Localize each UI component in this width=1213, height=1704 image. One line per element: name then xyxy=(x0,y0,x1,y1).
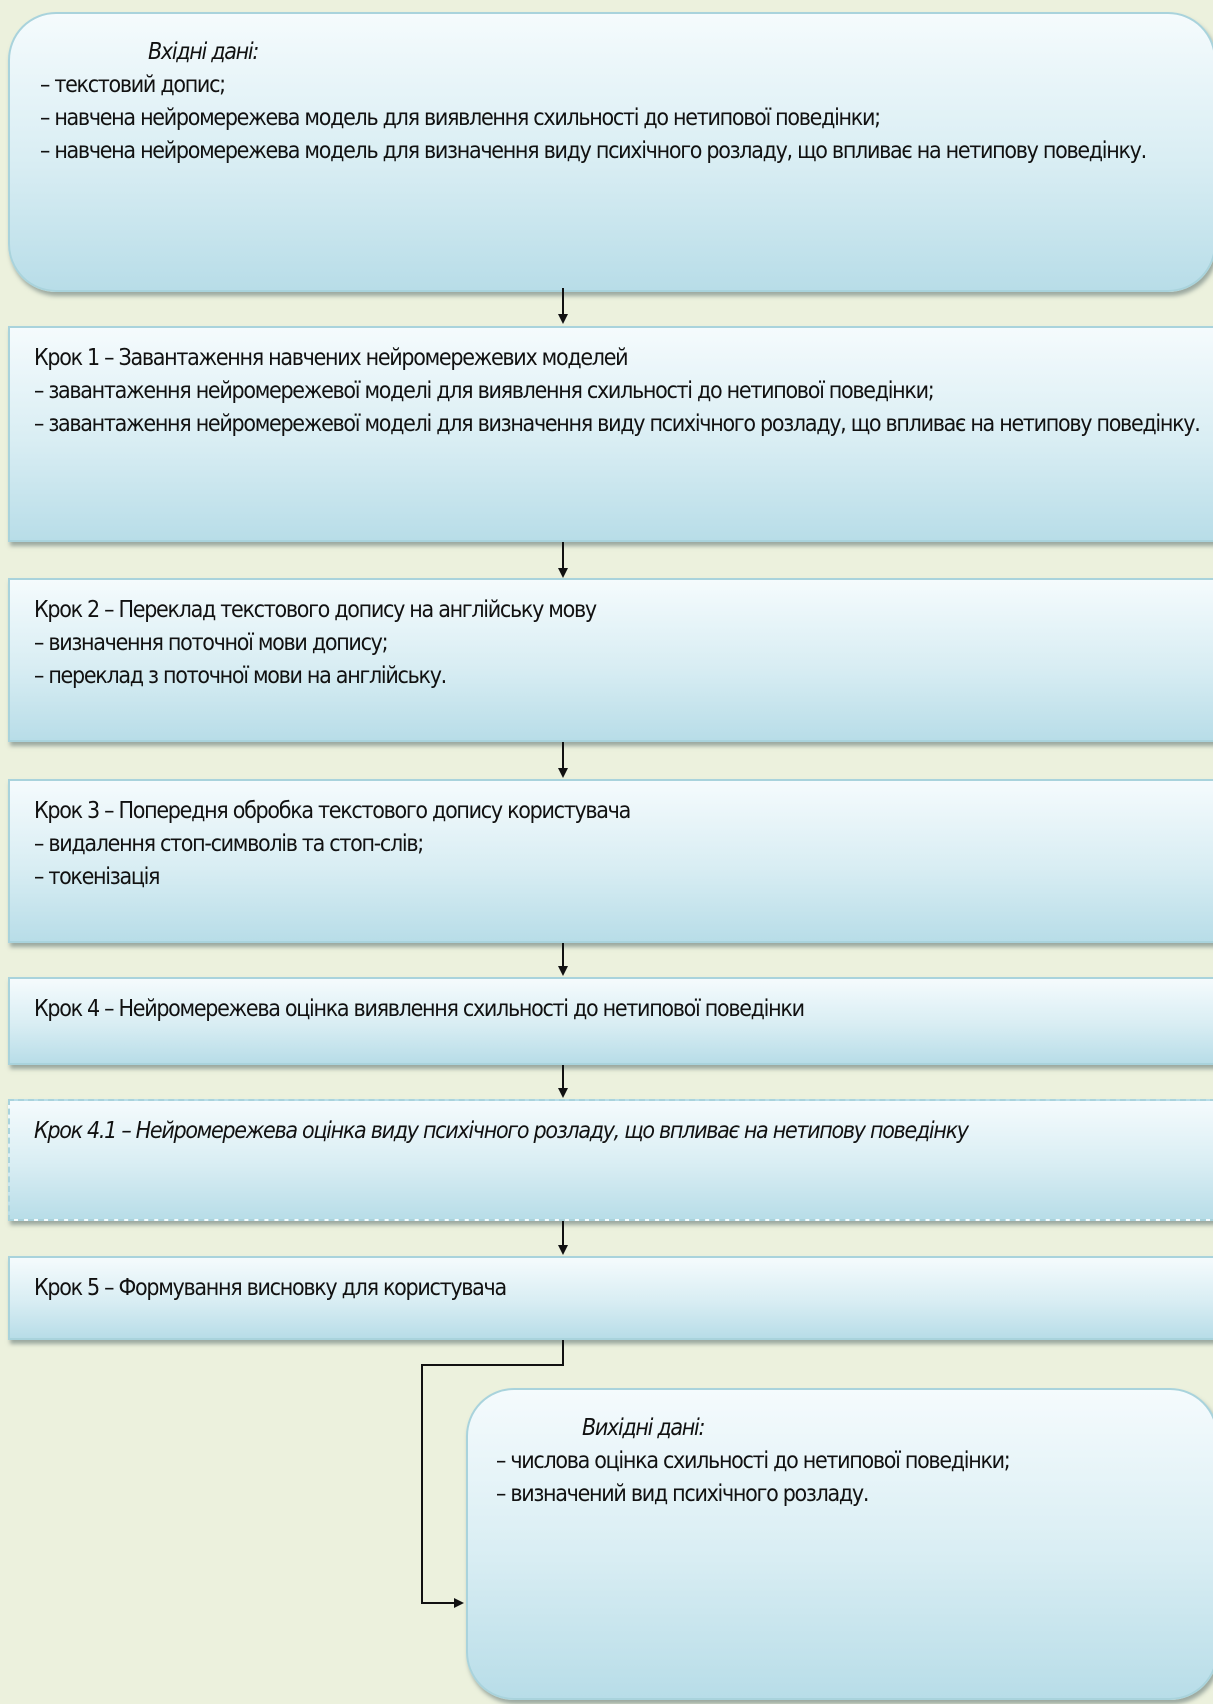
step-1-box xyxy=(8,326,1213,542)
step-4-title: Крок 4 – Нейромережева оцінка виявлення схильності до нетипової поведінки xyxy=(34,996,804,1022)
step-2-text xyxy=(34,594,1198,693)
input-data-heading: Вхідні дані: xyxy=(148,39,258,65)
step-3-box xyxy=(8,779,1213,943)
step-4-1-text xyxy=(34,1115,1198,1148)
output-data-box xyxy=(466,1388,1213,1700)
step-2-item: – визначення поточної мови допису; xyxy=(34,630,388,656)
step-1-text xyxy=(34,342,1204,441)
output-data-item: – визначений вид психічного розладу. xyxy=(496,1481,869,1507)
input-data-box xyxy=(8,12,1213,292)
step-3-text xyxy=(34,795,1198,894)
step-2-item: – переклад з поточної мови на англійську. xyxy=(34,663,446,689)
step-4-box xyxy=(8,977,1213,1065)
step-1-item: – завантаження нейромережевої моделі для виявлення схильності до нетипової поведінки; xyxy=(34,378,934,404)
input-data-item: – навчена нейромережева модель для визначення виду психічного розладу, що впливає на нетипову поведінку. xyxy=(40,138,1146,164)
step-2-title: Крок 2 – Переклад текстового допису на англійську мову xyxy=(34,597,596,623)
output-data-item: – числова оцінка схильності до нетипової поведінки; xyxy=(496,1448,1010,1474)
output-data-heading: Вихідні дані: xyxy=(582,1415,705,1441)
input-data-item: – текстовий допис; xyxy=(40,72,225,98)
step-3-title: Крок 3 – Попередня обробка текстового допису користувача xyxy=(34,798,630,824)
step-4-1-box xyxy=(8,1099,1213,1221)
step-5-box xyxy=(8,1256,1213,1340)
step-5-title: Крок 5 – Формування висновку для користувача xyxy=(34,1275,506,1301)
step-1-item: – завантаження нейромережевої моделі для визначення виду психічного розладу, що впливає на нетипову поведінку. xyxy=(34,411,1200,437)
step-4-text xyxy=(34,993,1198,1026)
step-5-text xyxy=(34,1272,1198,1305)
step-1-title: Крок 1 – Завантаження навчених нейромережевих моделей xyxy=(34,345,628,371)
input-data-text xyxy=(40,36,1198,168)
step-2-box xyxy=(8,578,1213,742)
output-data-text xyxy=(496,1412,1200,1511)
step-3-item: – видалення стоп-символів та стоп-слів; xyxy=(34,831,423,857)
step-3-item: – токенізація xyxy=(34,864,160,890)
step-4-1-title: Крок 4.1 – Нейромережева оцінка виду психічного розладу, що впливає на нетипову поведінку xyxy=(34,1118,968,1144)
input-data-item: – навчена нейромережева модель для виявлення схильності до нетипової поведінки; xyxy=(40,105,880,131)
